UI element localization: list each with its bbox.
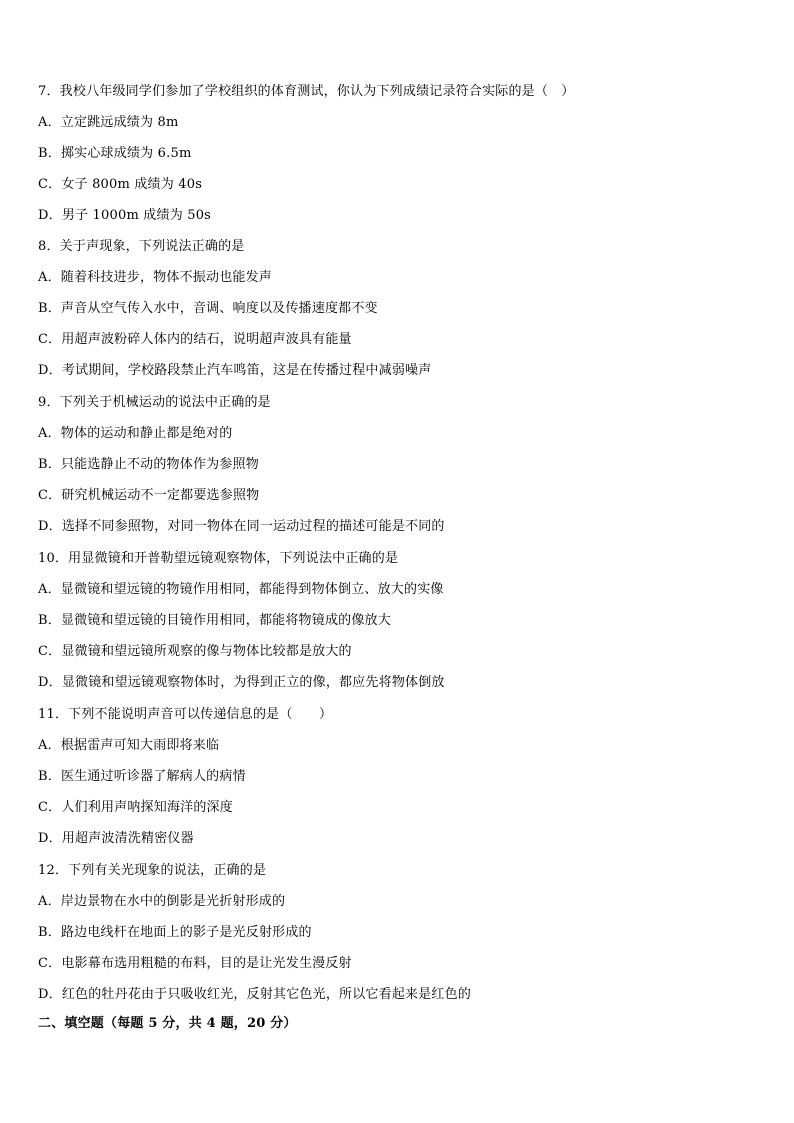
question-10-option-c: C．显微镜和望远镜所观察的像与物体比较都是放大的 — [38, 644, 352, 659]
question-8-stem: 8．关于声现象，下列说法正确的是 — [38, 239, 245, 254]
question-12-stem: 12．下列有关光现象的说法，正确的是 — [38, 863, 267, 878]
question-12-option-b: B．路边电线杆在地面上的影子是光反射形成的 — [38, 925, 312, 940]
question-10-option-a: A．显微镜和望远镜的物镜作用相同，都能得到物体倒立、放大的实像 — [38, 582, 444, 597]
question-9-option-d: D．选择不同参照物，对同一物体在同一运动过程的描述可能是不同的 — [38, 519, 445, 534]
question-12-option-a: A．岸边景物在水中的倒影是光折射形成的 — [38, 894, 286, 909]
question-12-option-d: D．红色的牡丹花由于只吸收红光，反射其它色光，所以它看起来是红色的 — [38, 987, 472, 1002]
question-7-option-c: C．女子 800m 成绩为 40s — [38, 177, 203, 192]
question-8-option-b: B．声音从空气传入水中，音调、响度以及传播速度都不变 — [38, 301, 378, 316]
question-8-option-d: D．考试期间，学校路段禁止汽车鸣笛，这是在传播过程中减弱噪声 — [38, 363, 432, 378]
question-9-option-b: B．只能选静止不动的物体作为参照物 — [38, 457, 259, 472]
question-10-option-d: D．显微镜和望远镜观察物体时，为得到正立的像，都应先将物体倒放 — [38, 675, 445, 690]
question-11-option-a: A．根据雷声可知大雨即将来临 — [38, 738, 220, 753]
question-11-option-b: B．医生通过听诊器了解病人的病情 — [38, 769, 246, 784]
section-heading-fill-in: 二、填空题（每题 5 分，共 4 题，20 分） — [38, 1016, 297, 1031]
question-11-option-d: D．用超声波清洗精密仪器 — [38, 831, 194, 846]
question-7-option-a: A．立定跳远成绩为 8m — [38, 115, 179, 130]
question-9-stem: 9．下列关于机械运动的说法中正确的是 — [38, 395, 271, 410]
question-7-option-b: B．掷实心球成绩为 6.5m — [38, 146, 192, 161]
question-9-option-c: C．研究机械运动不一定都要选参照物 — [38, 488, 260, 503]
question-12-option-c: C．电影幕布选用粗糙的布料，目的是让光发生漫反射 — [38, 956, 352, 971]
question-11-stem: 11．下列不能说明声音可以传递信息的是（ ） — [38, 707, 333, 722]
question-11-option-c: C．人们利用声呐探知海洋的深度 — [38, 800, 233, 815]
question-8-option-c: C．用超声波粉碎人体内的结石，说明超声波具有能量 — [38, 332, 352, 347]
question-7-stem: 7．我校八年级同学们参加了学校组织的体育测试，你认为下列成绩记录符合实际的是（ ） — [38, 84, 575, 99]
question-8-option-a: A．随着科技进步，物体不振动也能发声 — [38, 270, 272, 285]
question-7-option-d: D．男子 1000m 成绩为 50s — [38, 208, 212, 223]
question-10-stem: 10．用显微镜和开普勒望远镜观察物体，下列说法中正确的是 — [38, 551, 399, 566]
question-10-option-b: B．显微镜和望远镜的目镜作用相同，都能将物镜成的像放大 — [38, 613, 391, 628]
question-9-option-a: A．物体的运动和静止都是绝对的 — [38, 426, 233, 441]
